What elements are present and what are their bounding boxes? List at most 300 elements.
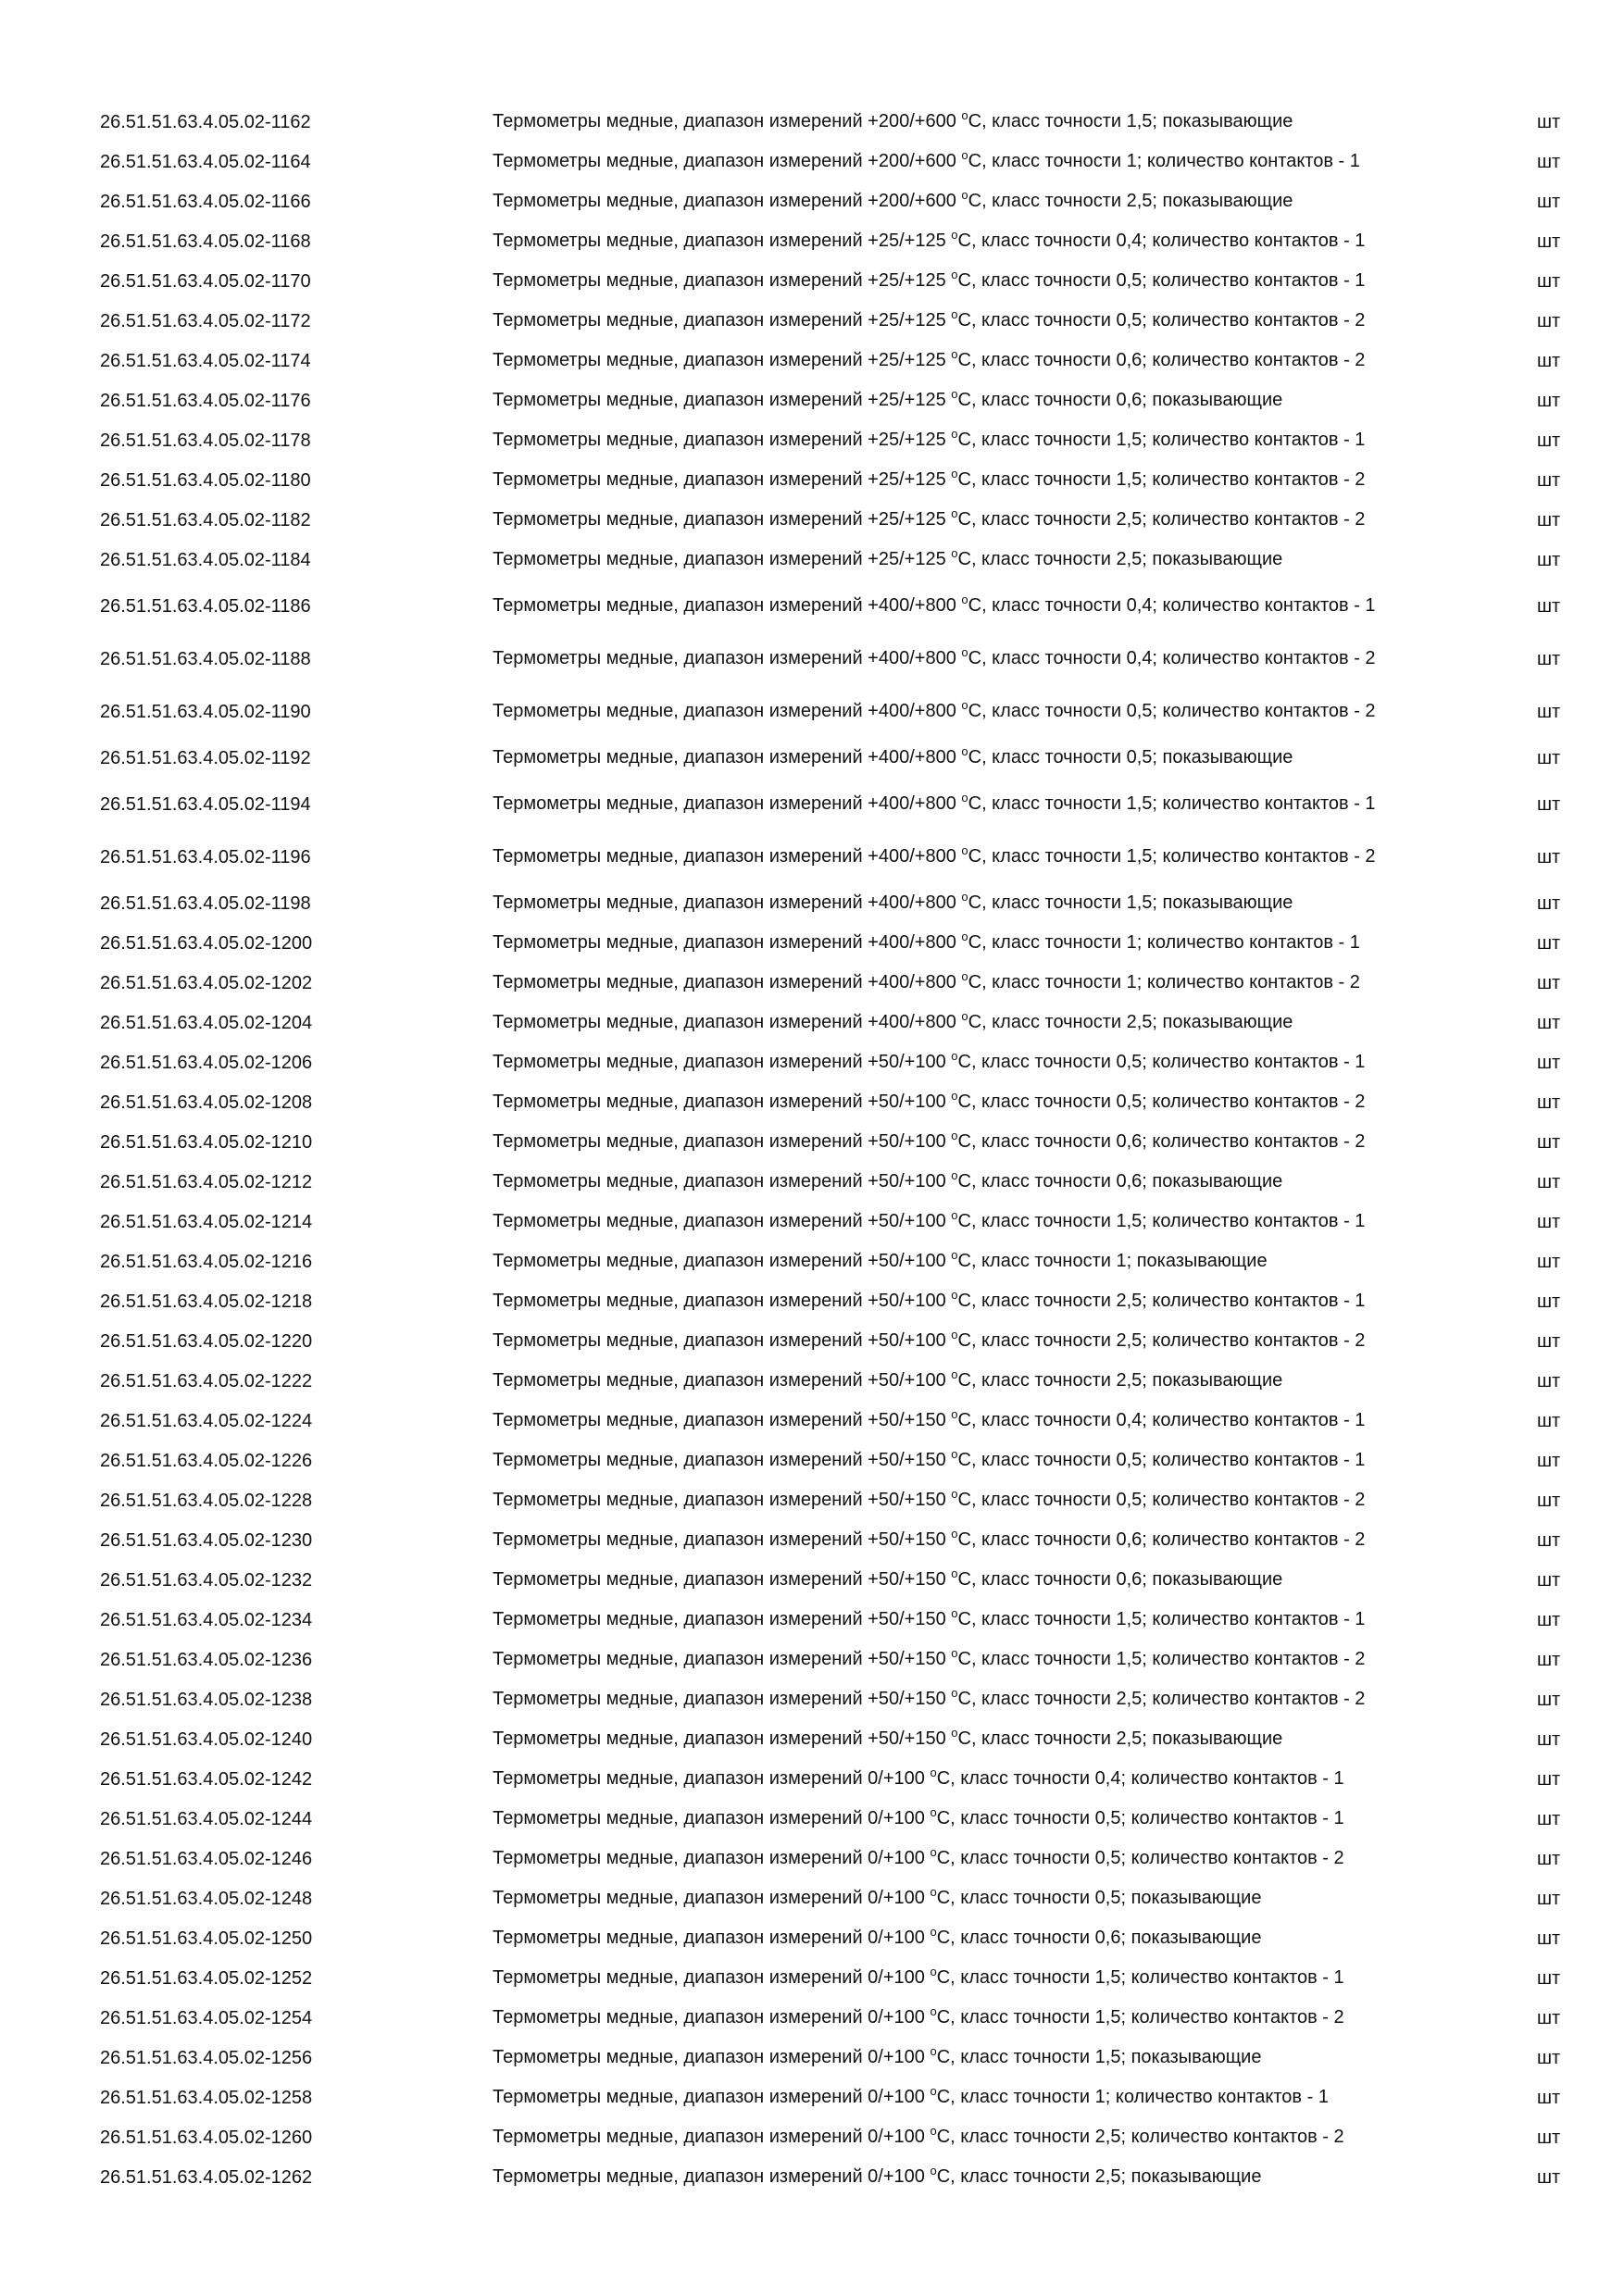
description-text: Термометры медные, диапазон измерений +400/+800 (493, 845, 962, 867)
description-text: Термометры медные, диапазон измерений +50/+150 (493, 1688, 952, 1709)
item-unit: шт (1537, 1569, 1561, 1591)
item-description (493, 2125, 1451, 2151)
degree-mark: o (951, 267, 958, 281)
item-description (493, 229, 1451, 255)
item-description (493, 1129, 1451, 1155)
description-text-rest: C, класс точности 0,5; количество контактов - 1 (957, 269, 1366, 291)
item-description (493, 1368, 1451, 1394)
item-description (493, 149, 1451, 175)
item-description (493, 593, 1451, 619)
item-code: 26.51.51.63.4.05.02-1216 (100, 1251, 313, 1272)
table-row (0, 500, 1624, 540)
item-description (493, 646, 1451, 672)
description-text: Термометры медные, диапазон измерений +50/+100 (493, 1130, 952, 1152)
degree-mark: o (961, 790, 968, 805)
item-code: 26.51.51.63.4.05.02-1238 (100, 1689, 313, 1710)
table-row (0, 2157, 1624, 2197)
item-description (493, 930, 1451, 956)
description-text: Термометры медные, диапазон измерений 0/+100 (493, 1927, 931, 1948)
degree-mark: o (961, 889, 968, 904)
description-text-rest: C, класс точности 0,5; количество контактов - 2 (968, 700, 1376, 721)
description-text: Термометры медные, диапазон измерений +25/+125 (493, 230, 952, 251)
table-row (0, 1042, 1624, 1082)
table-row (0, 1441, 1624, 1480)
description-text-rest: C, класс точности 0,6; количество контактов - 2 (957, 1130, 1366, 1152)
item-description (493, 1249, 1451, 1275)
catalog-table (0, 102, 1624, 2197)
item-unit: шт (1537, 1211, 1561, 1232)
description-text-rest: C, класс точности 1; количество контактов - 1 (968, 931, 1360, 953)
description-text-rest: C, класс точности 0,4; количество контактов - 1 (936, 1767, 1344, 1789)
degree-mark: o (930, 1804, 937, 1819)
item-code: 26.51.51.63.4.05.02-1258 (100, 2087, 313, 2108)
item-unit: шт (1537, 1291, 1561, 1312)
item-code: 26.51.51.63.4.05.02-1250 (100, 1928, 313, 1949)
item-code: 26.51.51.63.4.05.02-1200 (100, 932, 313, 954)
degree-mark: o (930, 2043, 937, 2058)
item-code: 26.51.51.63.4.05.02-1194 (100, 793, 311, 815)
degree-mark: o (930, 1844, 937, 1859)
description-text-rest: C, класс точности 0,6; показывающие (957, 389, 1283, 410)
degree-mark: o (951, 1406, 958, 1421)
item-code: 26.51.51.63.4.05.02-1256 (100, 2047, 313, 2068)
item-code: 26.51.51.63.4.05.02-1212 (100, 1171, 313, 1192)
item-code: 26.51.51.63.4.05.02-1204 (100, 1012, 313, 1033)
description-text-rest: C, класс точности 1; количество контактов - 1 (936, 2086, 1329, 2107)
item-code: 26.51.51.63.4.05.02-1226 (100, 1450, 313, 1471)
description-text-rest: C, класс точности 1,5; количество контактов - 2 (936, 2006, 1344, 2028)
degree-mark: o (961, 842, 968, 857)
item-description (493, 792, 1451, 817)
degree-mark: o (930, 2083, 937, 2098)
item-code: 26.51.51.63.4.05.02-1234 (100, 1609, 313, 1630)
degree-mark: o (951, 545, 958, 560)
item-code: 26.51.51.63.4.05.02-1178 (100, 430, 311, 451)
description-text-rest: C, класс точности 0,5; количество контактов - 2 (957, 1091, 1366, 1112)
item-unit: шт (1537, 1450, 1561, 1471)
table-row (0, 1281, 1624, 1321)
item-unit: шт (1537, 595, 1561, 617)
degree-mark: o (951, 1088, 958, 1103)
description-text-rest: C, класс точности 1,5; количество контактов - 1 (957, 429, 1366, 450)
degree-mark: o (961, 1008, 968, 1023)
description-text: Термометры медные, диапазон измерений +50/+100 (493, 1250, 952, 1271)
item-unit: шт (1537, 1689, 1561, 1710)
item-description (493, 699, 1451, 725)
item-code: 26.51.51.63.4.05.02-1224 (100, 1410, 313, 1431)
degree-mark: o (930, 1884, 937, 1899)
description-text-rest: C, класс точности 1,5; количество контактов - 1 (957, 1608, 1366, 1629)
item-description (493, 970, 1451, 996)
description-text: Термометры медные, диапазон измерений 0/+100 (493, 2086, 931, 2107)
item-unit: шт (1537, 1171, 1561, 1192)
item-unit: шт (1537, 1251, 1561, 1272)
item-description (493, 1010, 1451, 1036)
item-unit: шт (1537, 1888, 1561, 1909)
item-code: 26.51.51.63.4.05.02-1222 (100, 1370, 313, 1391)
item-description (493, 308, 1451, 334)
description-text-rest: C, класс точности 0,5; количество контактов - 1 (936, 1807, 1344, 1828)
item-code: 26.51.51.63.4.05.02-1210 (100, 1131, 313, 1153)
degree-mark: o (951, 1685, 958, 1700)
description-text: Термометры медные, диапазон измерений +50/+150 (493, 1409, 952, 1430)
item-code: 26.51.51.63.4.05.02-1208 (100, 1092, 313, 1113)
item-code: 26.51.51.63.4.05.02-1244 (100, 1808, 313, 1829)
description-text: Термометры медные, диапазон измерений +50/+100 (493, 1369, 952, 1391)
description-text: Термометры медные, диапазон измерений +400/+800 (493, 746, 962, 767)
description-text-rest: C, класс точности 1,5; количество контактов - 1 (936, 1966, 1344, 1988)
item-description (493, 1965, 1451, 1991)
table-row (0, 142, 1624, 181)
item-description (493, 388, 1451, 414)
item-description (493, 1687, 1451, 1713)
description-text: Термометры медные, диапазон измерений +400/+800 (493, 594, 962, 616)
item-unit: шт (1537, 1649, 1561, 1670)
item-description (493, 1209, 1451, 1235)
description-text: Термометры медные, диапазон измерений 0/+100 (493, 1767, 931, 1789)
degree-mark: o (930, 2163, 937, 2177)
description-text-rest: C, класс точности 0,6; показывающие (957, 1568, 1283, 1590)
description-text: Термометры медные, диапазон измерений +400/+800 (493, 931, 962, 953)
item-unit: шт (1537, 1370, 1561, 1391)
degree-mark: o (961, 697, 968, 712)
degree-mark: o (961, 929, 968, 943)
table-row (0, 2078, 1624, 2117)
table-row (0, 738, 1624, 778)
item-unit: шт (1537, 1052, 1561, 1073)
description-text: Термометры медные, диапазон измерений +50/+150 (493, 1568, 952, 1590)
degree-mark: o (951, 1526, 958, 1541)
item-code: 26.51.51.63.4.05.02-1240 (100, 1728, 313, 1750)
table-row (0, 1480, 1624, 1520)
description-text: Термометры медные, диапазон измерений +25/+125 (493, 389, 952, 410)
description-text: Термометры медные, диапазон измерений +200/+600 (493, 190, 962, 211)
degree-mark: o (951, 1247, 958, 1262)
item-description (493, 268, 1451, 294)
table-row (0, 1600, 1624, 1640)
item-description (493, 1727, 1451, 1753)
description-text-rest: C, класс точности 0,6; показывающие (957, 1170, 1283, 1192)
degree-mark: o (961, 187, 968, 202)
description-text: Термометры медные, диапазон измерений 0/+100 (493, 2006, 931, 2028)
degree-mark: o (961, 968, 968, 983)
item-code: 26.51.51.63.4.05.02-1168 (100, 231, 311, 252)
item-code: 26.51.51.63.4.05.02-1172 (100, 310, 311, 331)
description-text: Термометры медные, диапазон измерений +400/+800 (493, 792, 962, 814)
item-code: 26.51.51.63.4.05.02-1254 (100, 2007, 313, 2028)
table-row (0, 1003, 1624, 1042)
item-description (493, 1766, 1451, 1792)
item-unit: шт (1537, 509, 1561, 530)
table-row (0, 1162, 1624, 1202)
description-text-rest: C, класс точности 1,5; показывающие (936, 2046, 1262, 2067)
description-text-rest: C, класс точности 0,4; количество контактов - 1 (968, 594, 1376, 616)
description-text: Термометры медные, диапазон измерений +50/+150 (493, 1648, 952, 1669)
item-description (493, 844, 1451, 870)
table-row (0, 2117, 1624, 2157)
description-text: Термометры медные, диапазон измерений 0/+100 (493, 1807, 931, 1828)
table-row (0, 181, 1624, 221)
description-text-rest: C, класс точности 2,5; показывающие (957, 548, 1283, 569)
item-unit: шт (1537, 310, 1561, 331)
description-text: Термометры медные, диапазон измерений +50/+100 (493, 1091, 952, 1112)
table-row (0, 923, 1624, 963)
table-row (0, 1719, 1624, 1759)
item-code: 26.51.51.63.4.05.02-1230 (100, 1529, 313, 1551)
item-code: 26.51.51.63.4.05.02-1218 (100, 1291, 313, 1312)
item-unit: шт (1537, 270, 1561, 292)
degree-mark: o (951, 346, 958, 361)
item-unit: шт (1537, 1529, 1561, 1551)
description-text-rest: C, класс точности 0,6; показывающие (936, 1927, 1262, 1948)
description-text-rest: C, класс точности 2,5; количество контактов - 1 (957, 1290, 1366, 1311)
table-row (0, 460, 1624, 500)
description-text-rest: C, класс точности 2,5; показывающие (957, 1728, 1283, 1749)
table-row (0, 778, 1624, 830)
item-code: 26.51.51.63.4.05.02-1252 (100, 1967, 313, 1989)
description-text-rest: C, класс точности 0,5; количество контактов - 1 (957, 1449, 1366, 1470)
item-unit: шт (1537, 549, 1561, 570)
item-unit: шт (1537, 1410, 1561, 1431)
degree-mark: o (951, 306, 958, 321)
description-text-rest: C, класс точности 1,5; количество контактов - 2 (957, 468, 1366, 490)
item-unit: шт (1537, 151, 1561, 172)
description-text-rest: C, класс точности 2,5; количество контактов - 2 (957, 508, 1366, 530)
item-description (493, 1329, 1451, 1354)
description-text: Термометры медные, диапазон измерений +50/+150 (493, 1728, 952, 1749)
table-row (0, 1679, 1624, 1719)
description-text-rest: C, класс точности 0,4; количество контактов - 1 (957, 1409, 1366, 1430)
degree-mark: o (951, 1327, 958, 1341)
table-row (0, 1321, 1624, 1361)
degree-mark: o (961, 592, 968, 606)
table-row (0, 540, 1624, 580)
table-row (0, 685, 1624, 738)
description-text: Термометры медные, диапазон измерений +400/+800 (493, 971, 962, 992)
degree-mark: o (951, 1645, 958, 1660)
item-code: 26.51.51.63.4.05.02-1260 (100, 2127, 313, 2148)
description-text: Термометры медные, диапазон измерений +50/+150 (493, 1529, 952, 1550)
degree-mark: o (961, 743, 968, 758)
description-text-rest: C, класс точности 0,5; количество контактов - 2 (936, 1847, 1344, 1868)
description-text: Термометры медные, диапазон измерений +400/+800 (493, 700, 962, 721)
description-text: Термометры медные, диапазон измерений +200/+600 (493, 110, 962, 131)
table-row (0, 1640, 1624, 1679)
item-description (493, 1886, 1451, 1912)
description-text: Термометры медные, диапазон измерений +25/+125 (493, 309, 952, 331)
degree-mark: o (961, 107, 968, 122)
description-text: Термометры медные, диапазон измерений +50/+150 (493, 1608, 952, 1629)
description-text-rest: C, класс точности 1,5; количество контактов - 1 (957, 1210, 1366, 1231)
description-text-rest: C, класс точности 0,4; количество контактов - 2 (968, 647, 1376, 668)
item-description (493, 1448, 1451, 1474)
table-row (0, 261, 1624, 301)
description-text-rest: C, класс точности 1,5; количество контактов - 1 (968, 792, 1376, 814)
table-row (0, 102, 1624, 142)
item-code: 26.51.51.63.4.05.02-1180 (100, 469, 311, 491)
description-text-rest: C, класс точности 0,5; показывающие (968, 746, 1293, 767)
description-text: Термометры медные, диапазон измерений 0/+100 (493, 2046, 931, 2067)
degree-mark: o (951, 466, 958, 480)
item-unit: шт (1537, 1490, 1561, 1511)
table-row (0, 1560, 1624, 1600)
item-unit: шт (1537, 2127, 1561, 2148)
table-row (0, 1082, 1624, 1122)
description-text: Термометры медные, диапазон измерений +50/+100 (493, 1290, 952, 1311)
degree-mark: o (951, 1167, 958, 1182)
item-description (493, 1607, 1451, 1633)
degree-mark: o (951, 386, 958, 401)
description-text-rest: C, класс точности 2,5; количество контактов - 2 (936, 2126, 1344, 2147)
degree-mark: o (951, 227, 958, 242)
description-text-rest: C, класс точности 0,6; количество контактов - 2 (957, 349, 1366, 370)
description-text: Термометры медные, диапазон измерений +50/+150 (493, 1489, 952, 1510)
degree-mark: o (930, 2123, 937, 2138)
degree-mark: o (961, 147, 968, 162)
item-unit: шт (1537, 1967, 1561, 1989)
table-row (0, 1799, 1624, 1839)
description-text: Термометры медные, диапазон измерений +25/+125 (493, 429, 952, 450)
item-code: 26.51.51.63.4.05.02-1242 (100, 1768, 313, 1790)
item-unit: шт (1537, 2166, 1561, 2188)
description-text: Термометры медные, диапазон измерений 0/+100 (493, 2165, 931, 2187)
item-description (493, 1090, 1451, 1116)
degree-mark: o (951, 1446, 958, 1461)
item-description (493, 428, 1451, 454)
item-unit: шт (1537, 2007, 1561, 2028)
description-text-rest: C, класс точности 0,5; количество контактов - 2 (957, 1489, 1366, 1510)
table-row (0, 1361, 1624, 1401)
degree-mark: o (961, 644, 968, 659)
description-text: Термометры медные, диапазон измерений +50/+150 (493, 1449, 952, 1470)
table-row (0, 963, 1624, 1003)
item-code: 26.51.51.63.4.05.02-1228 (100, 1490, 313, 1511)
item-description (493, 745, 1451, 771)
table-row (0, 221, 1624, 261)
item-description (493, 1169, 1451, 1195)
item-code: 26.51.51.63.4.05.02-1190 (100, 701, 311, 722)
degree-mark: o (951, 1725, 958, 1740)
item-unit: шт (1537, 111, 1561, 132)
description-text: Термометры медные, диапазон измерений +25/+125 (493, 548, 952, 569)
degree-mark: o (951, 1366, 958, 1381)
item-description (493, 1289, 1451, 1315)
table-row (0, 420, 1624, 460)
table-row (0, 632, 1624, 685)
description-text: Термометры медные, диапазон измерений 0/+100 (493, 1966, 931, 1988)
description-text-rest: C, класс точности 1; количество контактов - 2 (968, 971, 1360, 992)
table-row (0, 1401, 1624, 1441)
item-code: 26.51.51.63.4.05.02-1248 (100, 1888, 313, 1909)
description-text-rest: C, класс точности 1; количество контактов - 1 (968, 150, 1360, 171)
item-code: 26.51.51.63.4.05.02-1162 (100, 111, 311, 132)
table-row (0, 1242, 1624, 1281)
table-row (0, 1839, 1624, 1878)
item-description (493, 2045, 1451, 2071)
degree-mark: o (930, 1924, 937, 1939)
item-unit: шт (1537, 1808, 1561, 1829)
item-unit: шт (1537, 648, 1561, 669)
description-text: Термометры медные, диапазон измерений +25/+125 (493, 349, 952, 370)
description-text: Термометры медные, диапазон измерений +400/+800 (493, 892, 962, 913)
degree-mark: o (930, 1964, 937, 1978)
table-row (0, 1122, 1624, 1162)
description-text: Термометры медные, диапазон измерений +400/+800 (493, 1011, 962, 1032)
item-unit: шт (1537, 972, 1561, 993)
description-text-rest: C, класс точности 1,5; количество контактов - 2 (957, 1648, 1366, 1669)
item-description (493, 1488, 1451, 1514)
item-code: 26.51.51.63.4.05.02-1188 (100, 648, 311, 669)
degree-mark: o (951, 1486, 958, 1501)
description-text: Термометры медные, диапазон измерений +25/+125 (493, 468, 952, 490)
item-description (493, 189, 1451, 215)
item-unit: шт (1537, 747, 1561, 768)
table-row (0, 381, 1624, 420)
item-description (493, 1408, 1451, 1434)
description-text: Термометры медные, диапазон измерений +50/+100 (493, 1170, 952, 1192)
item-unit: шт (1537, 2087, 1561, 2108)
description-text: Термометры медные, диапазон измерений +25/+125 (493, 508, 952, 530)
degree-mark: o (951, 1048, 958, 1063)
degree-mark: o (951, 1605, 958, 1620)
item-code: 26.51.51.63.4.05.02-1186 (100, 595, 311, 617)
description-text-rest: C, класс точности 0,5; показывающие (936, 1887, 1262, 1908)
item-unit: шт (1537, 1012, 1561, 1033)
degree-mark: o (951, 1207, 958, 1222)
item-code: 26.51.51.63.4.05.02-1198 (100, 892, 311, 914)
degree-mark: o (951, 426, 958, 441)
description-text: Термометры медные, диапазон измерений +400/+800 (493, 647, 962, 668)
table-row (0, 1202, 1624, 1242)
item-unit: шт (1537, 793, 1561, 815)
description-text-rest: C, класс точности 1; показывающие (957, 1250, 1268, 1271)
table-row (0, 1958, 1624, 1998)
item-code: 26.51.51.63.4.05.02-1206 (100, 1052, 313, 1073)
item-code: 26.51.51.63.4.05.02-1174 (100, 350, 311, 371)
table-row (0, 1759, 1624, 1799)
item-unit: шт (1537, 1131, 1561, 1153)
item-code: 26.51.51.63.4.05.02-1214 (100, 1211, 313, 1232)
item-code: 26.51.51.63.4.05.02-1196 (100, 846, 311, 867)
description-text: Термометры медные, диапазон измерений +50/+100 (493, 1210, 952, 1231)
item-unit: шт (1537, 390, 1561, 411)
table-row (0, 1998, 1624, 2038)
item-description (493, 2165, 1451, 2190)
item-unit: шт (1537, 191, 1561, 212)
degree-mark: o (951, 505, 958, 520)
description-text-rest: C, класс точности 2,5; показывающие (957, 1369, 1283, 1391)
degree-mark: o (930, 1765, 937, 1779)
item-code: 26.51.51.63.4.05.02-1202 (100, 972, 313, 993)
item-code: 26.51.51.63.4.05.02-1184 (100, 549, 311, 570)
item-unit: шт (1537, 701, 1561, 722)
item-unit: шт (1537, 350, 1561, 371)
item-unit: шт (1537, 1609, 1561, 1630)
item-description (493, 2005, 1451, 2031)
table-row (0, 341, 1624, 381)
item-description (493, 891, 1451, 917)
degree-mark: o (951, 1287, 958, 1302)
description-text: Термометры медные, диапазон измерений 0/+100 (493, 2126, 931, 2147)
item-code: 26.51.51.63.4.05.02-1170 (100, 270, 311, 292)
description-text-rest: C, класс точности 1,5; количество контактов - 2 (968, 845, 1376, 867)
item-description (493, 109, 1451, 135)
item-unit: шт (1537, 1848, 1561, 1869)
description-text-rest: C, класс точности 2,5; показывающие (968, 1011, 1293, 1032)
item-code: 26.51.51.63.4.05.02-1246 (100, 1848, 313, 1869)
item-code: 26.51.51.63.4.05.02-1220 (100, 1330, 313, 1352)
description-text-rest: C, класс точности 0,5; количество контактов - 1 (957, 1051, 1366, 1072)
